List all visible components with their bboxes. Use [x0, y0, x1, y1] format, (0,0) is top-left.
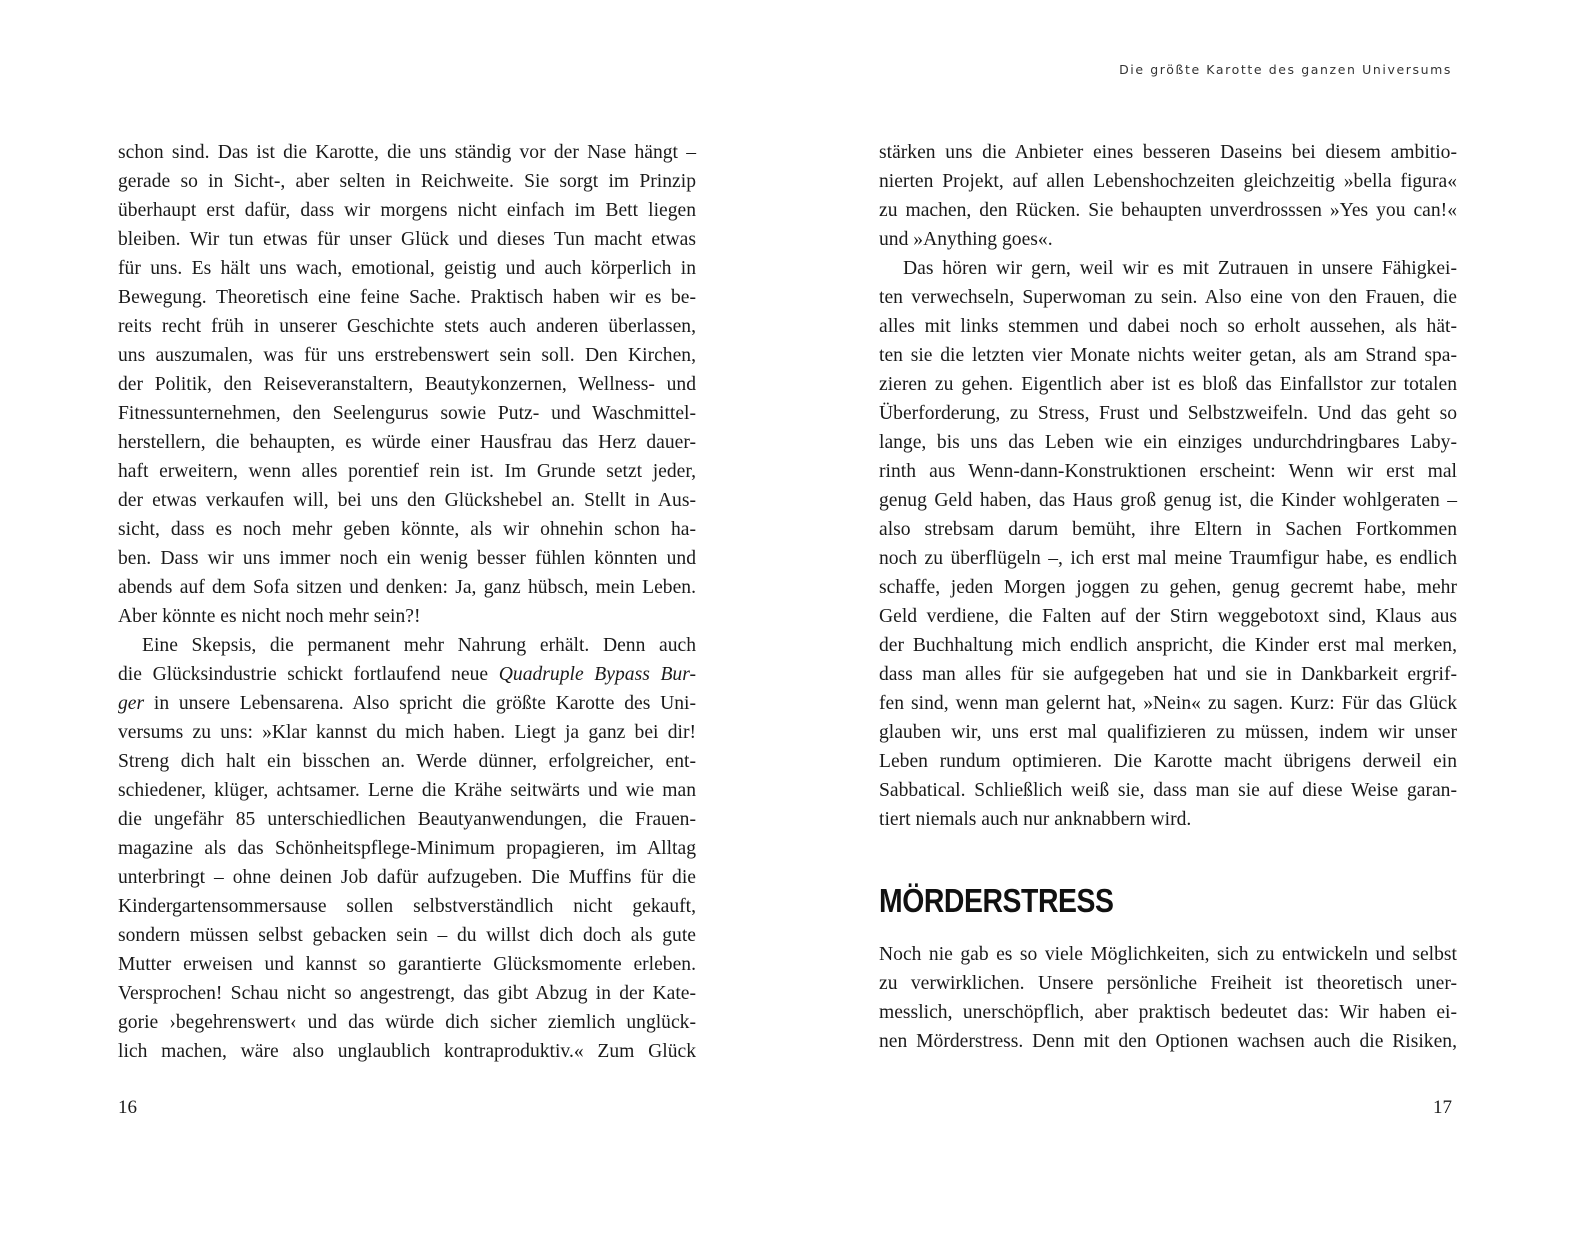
text-line-segment: die Glücksindustrie schickt fortlaufend neue [118, 664, 499, 685]
text-line: Bewegung. Theoretisch eine feine Sache. Praktisch haben wir es be- [118, 287, 696, 308]
text-line: zu machen, den Rücken. Sie behaupten unverdrosssen »Yes you can!« [879, 200, 1457, 221]
text-line: zieren zu gehen. Eigentlich aber ist es bloß das Einfallstor zur totalen [879, 374, 1457, 395]
text-line: Sabbatical. Schließlich weiß sie, dass man sie auf diese Weise garan- [879, 780, 1457, 801]
text-line: Eine Skepsis, die permanent mehr Nahrung erhält. Denn auch [142, 635, 696, 656]
text-line: versums zu uns: »Klar kannst du mich haben. Liegt ja ganz bei dir! [118, 722, 696, 743]
text-line: fen sind, wenn man gelernt hat, »Nein« zu sagen. Kurz: Für das Glück [879, 693, 1457, 714]
text-line: Aber könnte es nicht noch mehr sein?! [118, 606, 421, 627]
text-line: sicht, dass es noch mehr geben könnte, als wir ohnehin schon ha- [118, 519, 696, 540]
text-line: gerade so in Sicht-, aber selten in Reichweite. Sie sorgt im Prinzip [118, 171, 696, 192]
text-line: ten verwechseln, Superwoman zu sein. Also eine von den Frauen, die [879, 287, 1457, 308]
text-line: herstellern, die behaupten, es würde einer Hausfrau das Herz dauer- [118, 432, 696, 453]
text-line: genug Geld haben, das Haus groß genug ist, die Kinder wohlgeraten – [879, 490, 1457, 511]
text-line: tiert niemals auch nur anknabbern wird. [879, 809, 1192, 830]
text-line: ten sie die letzten vier Monate nichts weiter getan, als am Strand spa- [879, 345, 1457, 366]
text-line: für uns. Es hält uns wach, emotional, geistig und auch körperlich in [118, 258, 696, 279]
text-line: zu verwirklichen. Unsere persönliche Freiheit ist theoretisch uner- [879, 973, 1457, 994]
italic-title: ger [118, 693, 145, 714]
text-line: die ungefähr 85 unterschiedlichen Beautyanwendungen, die Frauen- [118, 809, 696, 830]
text-line: noch zu überflügeln –, ich erst mal meine Traumfigur habe, es endlich [879, 548, 1457, 569]
text-line: messlich, unerschöpflich, aber praktisch bedeutet das: Wir haben ei- [879, 1002, 1457, 1023]
right-page-body [879, 138, 1457, 834]
text-line: nierten Projekt, auf allen Lebenshochzeiten gleichzeitig »bella figura« [879, 171, 1457, 192]
running-header: Die größte Karotte des ganzen Universums [1119, 62, 1452, 77]
text-line: stärken uns die Anbieter eines besseren Daseins bei diesem ambitio- [879, 142, 1457, 163]
text-line: schaffe, jeden Morgen joggen zu gehen, genug gecremt habe, mehr [879, 577, 1457, 598]
italic-title: Quadruple Bypass Bur- [498, 664, 696, 685]
text-line [118, 689, 696, 718]
left-page-number: 16 [118, 1097, 137, 1118]
text-line: Das hören wir gern, weil wir es mit Zutrauen in unsere Fähigkei- [903, 258, 1457, 279]
text-line: glauben wir, uns erst mal qualifizieren zu müssen, indem wir unser [879, 722, 1457, 743]
text-line: alles mit links stemmen und dabei noch so erholt aussehen, als hät- [879, 316, 1457, 337]
text-line: haft erweitern, wenn alles porentief rein ist. Im Grunde setzt jeder, [118, 461, 696, 482]
text-line: sondern müssen selbst gebacken sein – du willst dich doch als gute [118, 925, 696, 946]
text-line: Noch nie gab es so viele Möglichkeiten, sich zu entwickeln und selbst [879, 944, 1457, 965]
text-line: Überforderung, zu Stress, Frust und Selbstzweifeln. Und das geht so [879, 403, 1457, 424]
text-line: der Buchhaltung mich endlich anspricht, die Kinder erst mal merken, [879, 635, 1457, 656]
section-heading: MÖRDERSTRESS [879, 882, 1114, 919]
text-line: lange, bis uns das Leben wie ein einziges undurchdringbares Laby- [879, 432, 1457, 453]
text-line: dass man alles für sie aufgegeben hat und sie in Dankbarkeit ergrif- [879, 664, 1457, 685]
text-line: Streng dich halt ein bisschen an. Werde dünner, erfolgreicher, ent- [118, 751, 696, 772]
text-line: bleiben. Wir tun etwas für unser Glück und dieses Tun macht etwas [118, 229, 696, 250]
text-line: ben. Dass wir uns immer noch ein wenig besser fühlen könnten und [118, 548, 696, 569]
text-line: Kindergartensommersause sollen selbstverständlich nicht gekauft, [118, 896, 696, 917]
right-page [797, 0, 1594, 1240]
text-line [118, 660, 696, 689]
text-line: lich machen, wäre also unglaublich kontraproduktiv.« Zum Glück [118, 1041, 696, 1062]
text-line: also strebsam darum bemüht, ihre Eltern in Sachen Fortkommen [879, 519, 1457, 540]
text-line: Geld verdiene, die Falten auf der Stirn weggebotoxt sind, Klaus aus [879, 606, 1457, 627]
text-line: der Politik, den Reiseveranstaltern, Beautykonzernen, Wellness- und [118, 374, 696, 395]
text-line: Versprochen! Schau nicht so angestrengt, das gibt Abzug in der Kate- [118, 983, 696, 1004]
text-line: gorie ›begehrenswert‹ und das würde dich sicher ziemlich unglück- [118, 1012, 696, 1033]
text-line: Leben rundum optimieren. Die Karotte macht übrigens derweil ein [879, 751, 1457, 772]
text-line: und »Anything goes«. [879, 229, 1053, 250]
left-page-body [118, 138, 696, 1066]
text-line: reits recht früh in unserer Geschichte stets auch anderen überlassen, [118, 316, 696, 337]
text-line: abends auf dem Sofa sitzen und denken: Ja, ganz hübsch, mein Leben. [118, 577, 696, 598]
text-line: rinth aus Wenn-dann-Konstruktionen erscheint: Wenn wir erst mal [879, 461, 1457, 482]
text-line-segment: in unsere Lebensarena. Also spricht die größte Karotte des Uni- [144, 693, 696, 714]
text-line: uns auszumalen, was für uns erstrebenswert sein soll. Den Kirchen, [118, 345, 696, 366]
text-line: schiedener, klüger, achtsamer. Lerne die Krähe seitwärts und wie man [118, 780, 696, 801]
text-line: schon sind. Das ist die Karotte, die uns ständig vor der Nase hängt – [118, 142, 696, 163]
text-line: der etwas verkaufen will, bei uns den Glückshebel an. Stellt in Aus- [118, 490, 696, 511]
text-line: magazine als das Schönheitspflege-Minimum propagieren, im Alltag [118, 838, 696, 859]
text-line: unterbringt – ohne deinen Job dafür aufzugeben. Die Muffins für die [118, 867, 696, 888]
section-body [879, 940, 1457, 1056]
text-line: überhaupt erst dafür, dass wir morgens nicht einfach im Bett liegen [118, 200, 696, 221]
text-line: Mutter erweisen und kannst so garantierte Glücksmomente erleben. [118, 954, 696, 975]
text-line: Fitnessunternehmen, den Seelengurus sowie Putz- und Waschmittel- [118, 403, 696, 424]
text-line: nen Mörderstress. Denn mit den Optionen wachsen auch die Risiken, [879, 1031, 1457, 1052]
right-page-number: 17 [1433, 1097, 1452, 1118]
